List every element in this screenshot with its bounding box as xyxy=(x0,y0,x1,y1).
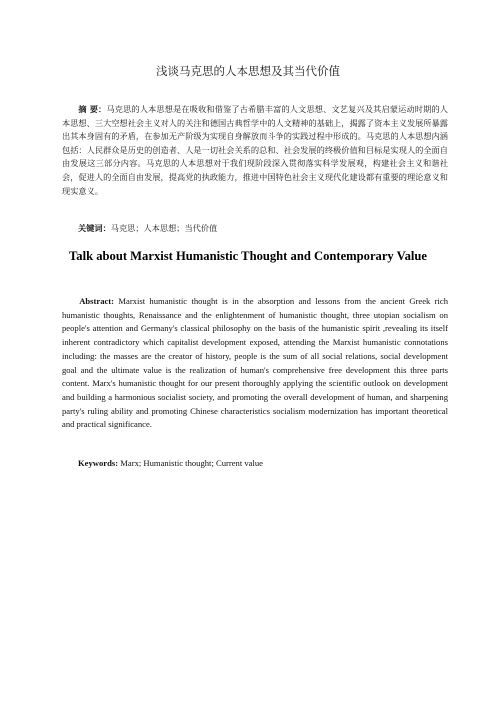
english-keywords xyxy=(78,457,448,470)
chinese-abstract-label: 摘 要： xyxy=(78,104,107,114)
chinese-abstract xyxy=(62,103,448,198)
english-abstract-text: Marxist humanistic thought is in the absorption and lessons from the ancient Greek rich humanistic thoughts, Renaissance and the enlightenment of humanistic thought, three utopian socialism on people's attention and Germany's classical philosophy on the basis of the humanistic spirit ,revealing its itself inherent contradictory which capitalist development exposed, attending the Marxist humanistic connotations including: the masses are the creator of history, people is the sum of all social relations, social development goal and the ultimate value is the realization of human's comprehensive free development this three parts content. Marx's humanistic thought for our present thoroughly applying the scientific outlook on development and building a harmonious socialist society, and promoting the overall development of human, and sharpening party's ruling ability and promoting Chinese characteristics socialism modernization has important theoretical and practical significance. xyxy=(62,296,449,430)
english-abstract-label: Abstract: xyxy=(79,296,115,306)
english-title: Talk about Marxist Humanistic Thought and Contemporary Value xyxy=(69,249,427,263)
chinese-title: 浅谈马克思的人本思想及其当代价值 xyxy=(156,64,340,78)
english-keywords-text: Marx; Humanistic thought; Current value xyxy=(120,458,263,468)
chinese-keywords xyxy=(78,222,448,235)
chinese-abstract-text: 马克思的人本思想是在吸收和借鉴了古希腊丰富的人文思想、文艺复兴及其启蒙运动时期的人本思想、三大空想社会主义对人的关注和德国古典哲学中的人文精神的基础上，揭露了资本主义发展所暴露出其本身固有的矛盾，在参加无产阶级为实现自身解放而斗争的实践过程中形成的。马克思的人本思想内涵包括：人民群众是历史的创造者、人是一切社会关系的总和、社会发展的终极价值和目标是实现人的全面自由发展这三部分内容。马克思的人本思想对于我们现阶段深入贯彻落实科学发展观，构建社会主义和谐社会，促进人的全面自由发展，提高党的执政能力，推进中国特色社会主义现代化建设都有重要的理论意义和现实意义。 xyxy=(62,104,448,196)
english-abstract xyxy=(62,295,448,432)
english-keywords-label: Keywords: xyxy=(78,458,119,468)
chinese-keywords-text: 马克思；人本思想；当代价值 xyxy=(110,223,218,233)
chinese-keywords-label: 关键词： xyxy=(78,223,111,233)
